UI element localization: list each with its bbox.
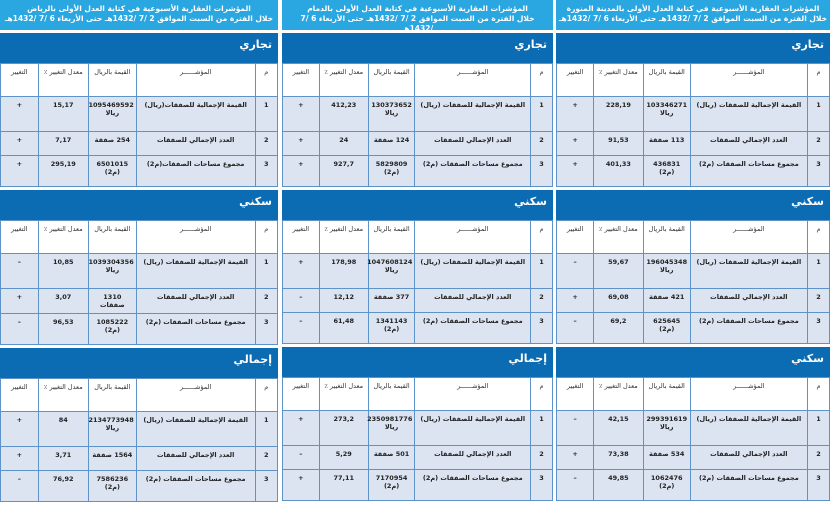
indicator-table bbox=[282, 220, 553, 344]
cell-change-rate: 10,85 bbox=[38, 254, 88, 289]
indicator-section bbox=[0, 190, 278, 345]
cell-indicator: العدد الإجمالي للصفقات bbox=[415, 446, 531, 470]
cell-change-rate: 77,11 bbox=[319, 470, 368, 501]
cell-row-number: 3 bbox=[255, 156, 277, 187]
table-header-row bbox=[557, 221, 830, 254]
cell-row-number: 1 bbox=[531, 97, 553, 132]
cell-change-direction: + bbox=[1, 156, 39, 187]
column-header-change-direction: التغيير bbox=[1, 221, 39, 254]
table-row bbox=[283, 313, 553, 344]
table-row bbox=[283, 411, 553, 446]
column-header-change-rate: معدل التغيير ٪ bbox=[594, 378, 644, 411]
cell-row-number: 2 bbox=[807, 289, 829, 313]
cell-change-rate: 412,23 bbox=[319, 97, 368, 132]
panel-title-line2: خلال الفترة من السبت الموافق 2 /7 /1432هـ حتى الأربعاء 6 /7 /1432هـ bbox=[4, 14, 274, 23]
column-header-value: القيمة بالريال bbox=[88, 221, 136, 254]
cell-value: 1085222 (م2) bbox=[88, 314, 136, 345]
cell-value: 1341143 (م2) bbox=[368, 313, 415, 344]
cell-indicator: العدد الإجمالي للصفقات bbox=[415, 289, 531, 313]
cell-change-direction: – bbox=[557, 254, 594, 289]
indicator-section bbox=[556, 190, 830, 344]
cell-indicator: العدد الإجمالي للصفقات bbox=[136, 447, 255, 471]
column-header-value: القيمة بالريال bbox=[88, 379, 136, 412]
cell-value: 377 صفقة bbox=[368, 289, 415, 313]
cell-value: 1047608124 ريالا bbox=[368, 254, 415, 289]
column-header-row-number: م bbox=[531, 378, 553, 411]
column-header-row-number: م bbox=[807, 221, 829, 254]
cell-value: 299391619 ريالا bbox=[643, 411, 690, 446]
cell-change-direction: + bbox=[1, 97, 39, 132]
cell-change-direction: + bbox=[557, 446, 594, 470]
indicator-table bbox=[282, 63, 553, 187]
cell-row-number: 1 bbox=[255, 254, 277, 289]
cell-change-direction: – bbox=[283, 289, 320, 313]
section-header: إجمالي bbox=[0, 348, 278, 378]
cell-change-rate: 69,2 bbox=[594, 313, 644, 344]
cell-row-number: 2 bbox=[531, 132, 553, 156]
cell-row-number: 3 bbox=[807, 470, 829, 501]
cell-change-rate: 42,15 bbox=[594, 411, 644, 446]
cell-change-rate: 5,29 bbox=[319, 446, 368, 470]
cell-indicator: مجموع مساحات الصفقات (م2) bbox=[690, 156, 807, 187]
column-header-change-direction: التغيير bbox=[557, 64, 594, 97]
panel-title bbox=[282, 0, 553, 33]
cell-change-rate: 96,53 bbox=[38, 314, 88, 345]
report-panel bbox=[282, 0, 553, 501]
cell-indicator: القيمة الإجمالية للصفقات (ريال) bbox=[690, 411, 807, 446]
table-header-row bbox=[283, 64, 553, 97]
cell-indicator: مجموع مساحات الصفقات (م2) bbox=[415, 470, 531, 501]
cell-change-rate: 12,12 bbox=[319, 289, 368, 313]
column-header-indicator: المؤشــــــر bbox=[690, 221, 807, 254]
table-row bbox=[557, 156, 830, 187]
column-header-indicator: المؤشــــــر bbox=[136, 221, 255, 254]
cell-value: 501 صفقة bbox=[368, 446, 415, 470]
report-panel bbox=[0, 0, 278, 502]
cell-change-direction: + bbox=[283, 470, 320, 501]
cell-value: 1062476 (م2) bbox=[643, 470, 690, 501]
column-header-value: القيمة بالريال bbox=[368, 221, 415, 254]
cell-indicator: مجموع مساحات الصفقات (م2) bbox=[415, 156, 531, 187]
table-row bbox=[1, 97, 278, 132]
cell-value: 1039304356 ريالا bbox=[88, 254, 136, 289]
table-row bbox=[1, 314, 278, 345]
cell-indicator: العدد الإجمالي للصفقات bbox=[415, 132, 531, 156]
cell-change-rate: 59,67 bbox=[594, 254, 644, 289]
cell-row-number: 1 bbox=[531, 411, 553, 446]
column-header-change-direction: التغيير bbox=[557, 221, 594, 254]
indicator-table bbox=[556, 377, 830, 501]
column-header-change-rate: معدل التغيير ٪ bbox=[319, 64, 368, 97]
cell-row-number: 3 bbox=[255, 314, 277, 345]
cell-change-rate: 91,53 bbox=[594, 132, 644, 156]
panel-title-line1: المؤشرات العقارية الأسبوعية في كتابة العدل الأولى بالدمام bbox=[307, 4, 528, 13]
column-header-change-direction: التغيير bbox=[557, 378, 594, 411]
cell-change-rate: 927,7 bbox=[319, 156, 368, 187]
table-row bbox=[283, 446, 553, 470]
column-header-row-number: م bbox=[255, 379, 277, 412]
cell-row-number: 2 bbox=[531, 446, 553, 470]
cell-indicator: القيمة الإجمالية للصفقات(ريال) bbox=[136, 97, 255, 132]
cell-value: 196045348 ريالا bbox=[643, 254, 690, 289]
cell-change-direction: + bbox=[557, 156, 594, 187]
cell-indicator: القيمة الإجمالية للصفقات (ريال) bbox=[415, 411, 531, 446]
table-header-row bbox=[557, 378, 830, 411]
cell-row-number: 1 bbox=[807, 411, 829, 446]
cell-change-rate: 69,08 bbox=[594, 289, 644, 313]
cell-value: 7170954 (م2) bbox=[368, 470, 415, 501]
cell-change-direction: – bbox=[1, 471, 39, 502]
column-header-change-rate: معدل التغيير ٪ bbox=[38, 379, 88, 412]
cell-row-number: 2 bbox=[531, 289, 553, 313]
indicator-section bbox=[0, 348, 278, 502]
indicator-table bbox=[0, 220, 278, 345]
column-header-indicator: المؤشــــــر bbox=[415, 64, 531, 97]
cell-value: 6501015 (م2) bbox=[88, 156, 136, 187]
panel-title bbox=[0, 0, 278, 30]
report-panel bbox=[556, 0, 830, 501]
cell-row-number: 3 bbox=[531, 470, 553, 501]
column-header-row-number: م bbox=[807, 378, 829, 411]
column-header-change-direction: التغيير bbox=[1, 64, 39, 97]
column-header-value: القيمة بالريال bbox=[643, 64, 690, 97]
column-header-value: القيمة بالريال bbox=[88, 64, 136, 97]
cell-value: 124 صفقة bbox=[368, 132, 415, 156]
section-header: تجاري bbox=[282, 33, 553, 63]
indicator-section bbox=[0, 33, 278, 187]
cell-indicator: مجموع مساحات الصفقات (م2) bbox=[690, 313, 807, 344]
indicator-section bbox=[282, 33, 553, 187]
cell-change-direction: – bbox=[283, 313, 320, 344]
section-header: تجاري bbox=[0, 33, 278, 63]
section-header: سكني bbox=[282, 190, 553, 220]
cell-change-rate: 76,92 bbox=[38, 471, 88, 502]
cell-value: 2134773948 ريالا bbox=[88, 412, 136, 447]
cell-change-rate: 24 bbox=[319, 132, 368, 156]
cell-value: 130373652 ريالا bbox=[368, 97, 415, 132]
cell-change-rate: 3,71 bbox=[38, 447, 88, 471]
column-header-row-number: م bbox=[531, 64, 553, 97]
column-header-indicator: المؤشــــــر bbox=[690, 64, 807, 97]
cell-indicator: العدد الإجمالي للصفقات bbox=[690, 132, 807, 156]
cell-change-rate: 273,2 bbox=[319, 411, 368, 446]
cell-change-direction: + bbox=[1, 289, 39, 314]
cell-row-number: 3 bbox=[255, 471, 277, 502]
cell-indicator: مجموع مساحات الصفقات(م2) bbox=[136, 156, 255, 187]
cell-indicator: مجموع مساحات الصفقات (م2) bbox=[415, 313, 531, 344]
column-header-indicator: المؤشــــــر bbox=[415, 221, 531, 254]
panel-title-line2: خلال الفترة من السبت الموافق 2 /7 /1432هـ حتى الأربعاء 6 /7 /1432هـ bbox=[558, 14, 828, 23]
cell-value: 7586236 (م2) bbox=[88, 471, 136, 502]
cell-row-number: 2 bbox=[807, 446, 829, 470]
column-header-change-direction: التغيير bbox=[1, 379, 39, 412]
cell-indicator: القيمة الإجمالية للصفقات (ريال) bbox=[136, 254, 255, 289]
column-header-value: القيمة بالريال bbox=[368, 64, 415, 97]
cell-change-rate: 15,17 bbox=[38, 97, 88, 132]
table-row bbox=[557, 470, 830, 501]
cell-change-direction: + bbox=[557, 289, 594, 313]
cell-change-rate: 228,19 bbox=[594, 97, 644, 132]
cell-row-number: 3 bbox=[807, 313, 829, 344]
cell-indicator: مجموع مساحات الصفقات (م2) bbox=[136, 471, 255, 502]
table-row bbox=[283, 156, 553, 187]
column-header-indicator: المؤشــــــر bbox=[136, 64, 255, 97]
table-row bbox=[557, 97, 830, 132]
cell-indicator: مجموع مساحات الصفقات (م2) bbox=[690, 470, 807, 501]
column-header-value: القيمة بالريال bbox=[643, 378, 690, 411]
column-header-indicator: المؤشــــــر bbox=[415, 378, 531, 411]
indicator-section bbox=[282, 347, 553, 501]
cell-indicator: العدد الإجمالي للصفقات bbox=[136, 289, 255, 314]
table-row bbox=[283, 254, 553, 289]
table-row bbox=[1, 471, 278, 502]
table-row bbox=[1, 132, 278, 156]
table-row bbox=[557, 411, 830, 446]
column-header-indicator: المؤشــــــر bbox=[690, 378, 807, 411]
cell-row-number: 1 bbox=[255, 97, 277, 132]
table-row bbox=[1, 254, 278, 289]
cell-change-rate: 295,19 bbox=[38, 156, 88, 187]
cell-value: 1095469592 ريالا bbox=[88, 97, 136, 132]
table-row bbox=[1, 412, 278, 447]
cell-change-rate: 401,33 bbox=[594, 156, 644, 187]
cell-change-rate: 178,98 bbox=[319, 254, 368, 289]
table-header-row bbox=[283, 378, 553, 411]
cell-change-direction: + bbox=[283, 156, 320, 187]
cell-row-number: 2 bbox=[807, 132, 829, 156]
column-header-row-number: م bbox=[531, 221, 553, 254]
cell-indicator: القيمة الإجمالية للصفقات (ريال) bbox=[690, 254, 807, 289]
cell-change-direction: – bbox=[1, 254, 39, 289]
column-header-change-direction: التغيير bbox=[283, 378, 320, 411]
cell-row-number: 3 bbox=[531, 156, 553, 187]
cell-value: 421 صفقة bbox=[643, 289, 690, 313]
cell-indicator: العدد الإجمالي للصفقات bbox=[690, 289, 807, 313]
section-header: إجمالي bbox=[282, 347, 553, 377]
cell-value: 2350981776 ريالا bbox=[368, 411, 415, 446]
cell-value: 436831 (م2) bbox=[643, 156, 690, 187]
cell-change-rate: 7,17 bbox=[38, 132, 88, 156]
column-header-value: القيمة بالريال bbox=[643, 221, 690, 254]
cell-row-number: 1 bbox=[807, 254, 829, 289]
cell-change-direction: + bbox=[1, 132, 39, 156]
table-row bbox=[283, 97, 553, 132]
indicator-table bbox=[556, 220, 830, 344]
column-header-value: القيمة بالريال bbox=[368, 378, 415, 411]
table-row bbox=[1, 289, 278, 314]
cell-row-number: 1 bbox=[807, 97, 829, 132]
table-row bbox=[283, 470, 553, 501]
table-row bbox=[1, 447, 278, 471]
column-header-change-rate: معدل التغيير ٪ bbox=[594, 221, 644, 254]
cell-indicator: مجموع مساحات الصفقات (م2) bbox=[136, 314, 255, 345]
panel-title-line1: المؤشرات العقارية الأسبوعية في كتابة العدل الأولى بالرياض bbox=[27, 4, 251, 13]
panel-title-line1: المؤشرات العقارية الأسبوعية في كتابة العدل الأولى بالمدينة المنورة bbox=[566, 4, 820, 13]
cell-change-direction: + bbox=[557, 97, 594, 132]
cell-change-direction: + bbox=[1, 447, 39, 471]
table-row bbox=[557, 446, 830, 470]
cell-value: 1564 صفقة bbox=[88, 447, 136, 471]
cell-value: 254 صفقة bbox=[88, 132, 136, 156]
cell-value: 5829809 (م2) bbox=[368, 156, 415, 187]
cell-indicator: العدد الإجمالي للصفقات bbox=[690, 446, 807, 470]
column-header-change-rate: معدل التغيير ٪ bbox=[319, 221, 368, 254]
column-header-row-number: م bbox=[255, 64, 277, 97]
cell-change-rate: 3,07 bbox=[38, 289, 88, 314]
column-header-row-number: م bbox=[255, 221, 277, 254]
section-header: سكني bbox=[0, 190, 278, 220]
table-header-row bbox=[1, 221, 278, 254]
table-row bbox=[283, 132, 553, 156]
cell-row-number: 1 bbox=[531, 254, 553, 289]
cell-row-number: 1 bbox=[255, 412, 277, 447]
cell-indicator: القيمة الإجمالية للصفقات (ريال) bbox=[415, 254, 531, 289]
table-row bbox=[283, 289, 553, 313]
cell-change-direction: + bbox=[283, 97, 320, 132]
column-header-change-direction: التغيير bbox=[283, 64, 320, 97]
indicator-section bbox=[282, 190, 553, 344]
cell-value: 625645 (م2) bbox=[643, 313, 690, 344]
cell-change-direction: + bbox=[557, 132, 594, 156]
column-header-row-number: م bbox=[807, 64, 829, 97]
cell-change-rate: 84 bbox=[38, 412, 88, 447]
table-row bbox=[557, 313, 830, 344]
indicator-table bbox=[0, 63, 278, 187]
indicator-table bbox=[556, 63, 830, 187]
cell-change-direction: – bbox=[557, 411, 594, 446]
cell-change-direction: + bbox=[283, 411, 320, 446]
column-header-indicator: المؤشــــــر bbox=[136, 379, 255, 412]
cell-change-direction: – bbox=[557, 313, 594, 344]
cell-indicator: القيمة الإجمالية للصفقات (ريال) bbox=[690, 97, 807, 132]
cell-indicator: العدد الإجمالي للصفقات bbox=[136, 132, 255, 156]
cell-value: 1310 صفقات bbox=[88, 289, 136, 314]
cell-indicator: القيمة الإجمالية للصفقات (ريال) bbox=[136, 412, 255, 447]
column-header-change-direction: التغيير bbox=[283, 221, 320, 254]
cell-change-direction: + bbox=[283, 132, 320, 156]
cell-change-rate: 73,38 bbox=[594, 446, 644, 470]
table-header-row bbox=[283, 221, 553, 254]
section-header: سكني bbox=[556, 347, 830, 377]
cell-change-direction: – bbox=[283, 446, 320, 470]
panel-title bbox=[556, 0, 830, 30]
table-header-row bbox=[557, 64, 830, 97]
cell-value: 103346271 ريالا bbox=[643, 97, 690, 132]
section-header: تجاري bbox=[556, 33, 830, 63]
column-header-change-rate: معدل التغيير ٪ bbox=[38, 221, 88, 254]
cell-change-direction: – bbox=[557, 470, 594, 501]
panel-title-line2: خلال الفترة من السبت الموافق 2 /7 /1432هـ حتى الأربعاء 6 /7 /1432هـ bbox=[300, 14, 535, 33]
column-header-change-rate: معدل التغيير ٪ bbox=[38, 64, 88, 97]
section-header: سكني bbox=[556, 190, 830, 220]
cell-change-rate: 61,48 bbox=[319, 313, 368, 344]
cell-change-rate: 49,85 bbox=[594, 470, 644, 501]
table-row bbox=[557, 289, 830, 313]
column-header-change-rate: معدل التغيير ٪ bbox=[319, 378, 368, 411]
column-header-change-rate: معدل التغيير ٪ bbox=[594, 64, 644, 97]
table-row bbox=[1, 156, 278, 187]
cell-row-number: 2 bbox=[255, 447, 277, 471]
table-header-row bbox=[1, 379, 278, 412]
cell-row-number: 3 bbox=[531, 313, 553, 344]
cell-value: 113 صفقة bbox=[643, 132, 690, 156]
indicator-section bbox=[556, 33, 830, 187]
cell-row-number: 2 bbox=[255, 132, 277, 156]
cell-row-number: 2 bbox=[255, 289, 277, 314]
table-row bbox=[557, 132, 830, 156]
indicator-table bbox=[282, 377, 553, 501]
cell-indicator: القيمة الإجمالية للصفقات (ريال) bbox=[415, 97, 531, 132]
cell-value: 534 صفقة bbox=[643, 446, 690, 470]
cell-change-direction: + bbox=[283, 254, 320, 289]
cell-change-direction: + bbox=[1, 412, 39, 447]
indicator-section bbox=[556, 347, 830, 501]
cell-row-number: 3 bbox=[807, 156, 829, 187]
table-header-row bbox=[1, 64, 278, 97]
indicator-table bbox=[0, 378, 278, 502]
table-row bbox=[557, 254, 830, 289]
cell-change-direction: – bbox=[1, 314, 39, 345]
